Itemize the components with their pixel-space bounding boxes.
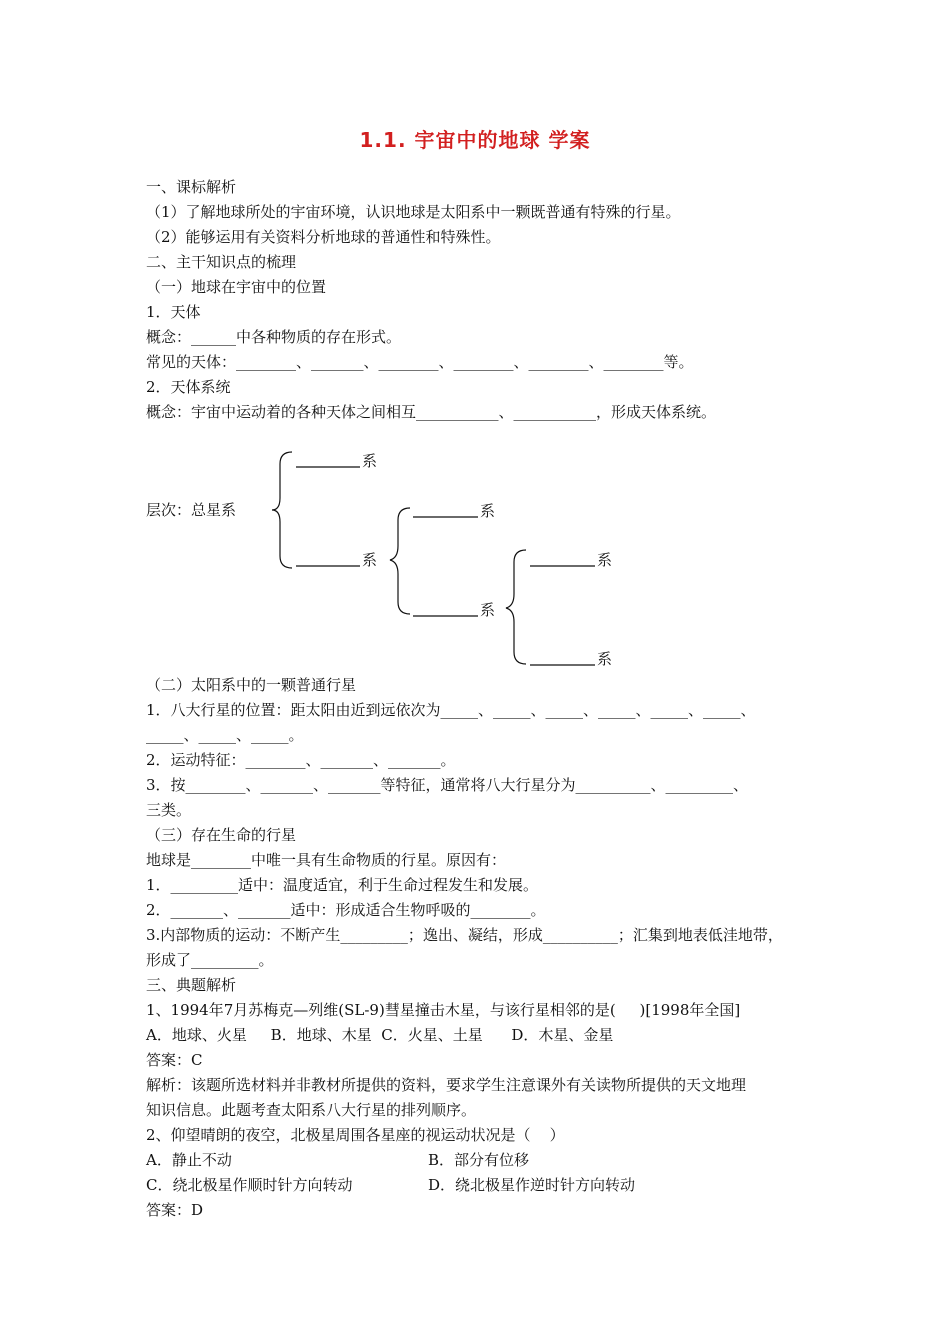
subsection-heading: （一）地球在宇宙中的位置 bbox=[146, 278, 327, 296]
subsection-heading: （三）存在生命的行星 bbox=[146, 826, 297, 844]
brace bbox=[272, 452, 292, 568]
text-line: 地球是________中唯一具有生命物质的行星。原因有： bbox=[146, 851, 507, 869]
subsection-heading: （二）太阳系中的一颗普通行星 bbox=[146, 676, 357, 694]
text-line: 常见的天体：________、_______、________、________、________、________等。 bbox=[146, 353, 694, 371]
answer-1: 答案：C bbox=[146, 1051, 203, 1069]
sys-label: 系 bbox=[362, 452, 378, 470]
text-line: 2．天体系统 bbox=[146, 378, 231, 396]
question-1-options: A．地球、火星 B．地球、木星 C．火星、土星 D．木星、金星 bbox=[146, 1026, 614, 1044]
section-heading-1: 一、课标解析 bbox=[146, 178, 237, 196]
sys-label: 系 bbox=[480, 601, 496, 619]
sys-label: 系 bbox=[597, 551, 613, 569]
hierarchy-label: 层次：总星系 bbox=[146, 501, 237, 519]
text-line: （1）了解地球所处的宇宙环境，认识地球是太阳系中一颗既普通有特殊的行星。 bbox=[146, 203, 681, 221]
text-line: 1．_________适中：温度适宜，利于生命过程发生和发展。 bbox=[146, 876, 539, 894]
sys-label: 系 bbox=[362, 551, 378, 569]
text-line: 2．_______、_______适中：形成适合生物呼吸的________。 bbox=[146, 901, 546, 919]
text-line: 三类。 bbox=[146, 801, 192, 819]
text-line: _____、_____、_____。 bbox=[146, 726, 304, 744]
text-line: 概念：宇宙中运动着的各种天体之间相互___________、___________，形成天体系统。 bbox=[146, 403, 717, 421]
option-a: A．静止不动 bbox=[146, 1151, 232, 1169]
question-2: 2、仰望晴朗的夜空，北极星周围各星座的视运动状况是（ ） bbox=[146, 1126, 565, 1144]
text-line: 3.内部物质的运动：不断产生_________；逸出、凝结，形成__________；汇集到地表低洼地带， bbox=[146, 926, 783, 944]
text-line: 3．按________、_______、_______等特征，通常将八大行星分为__________、_________、 bbox=[146, 776, 749, 794]
text-line: 2．运动特征：________、_______、_______。 bbox=[146, 751, 456, 769]
section-heading-3: 三、典题解析 bbox=[146, 976, 237, 994]
question-1: 1、1994年7月苏梅克—列维(SL-9)彗星撞击木星，与该行星相邻的是( )[1998年全国] bbox=[146, 1001, 741, 1019]
text-line: 概念：______中各种物质的存在形式。 bbox=[146, 328, 402, 346]
sys-label: 系 bbox=[480, 502, 496, 520]
option-b: B．部分有位移 bbox=[428, 1151, 530, 1169]
text-line: 1．八大行星的位置：距太阳由近到远依次为_____、_____、_____、_____、_____、_____、 bbox=[146, 701, 756, 719]
brace bbox=[390, 508, 410, 614]
section-heading-2: 二、主干知识点的梳理 bbox=[146, 253, 297, 271]
text-line: （2）能够运用有关资料分析地球的普通性和特殊性。 bbox=[146, 228, 501, 246]
explanation-line: 知识信息。此题考查太阳系八大行星的排列顺序。 bbox=[146, 1101, 477, 1119]
page-title: 1.1. 宇宙中的地球 学案 bbox=[359, 128, 591, 152]
celestial-hierarchy-diagram bbox=[0, 440, 950, 680]
brace bbox=[506, 550, 526, 664]
explanation-line: 解析：该题所选材料并非教材所提供的资料，要求学生注意课外有关读物所提供的天文地理 bbox=[146, 1076, 747, 1094]
text-line: 1．天体 bbox=[146, 303, 201, 321]
sys-label: 系 bbox=[597, 650, 613, 668]
option-c: C．绕北极星作顺时针方向转动 bbox=[146, 1176, 353, 1194]
option-d: D．绕北极星作逆时针方向转动 bbox=[428, 1176, 636, 1194]
answer-2: 答案：D bbox=[146, 1201, 204, 1219]
text-line: 形成了_________。 bbox=[146, 951, 274, 969]
